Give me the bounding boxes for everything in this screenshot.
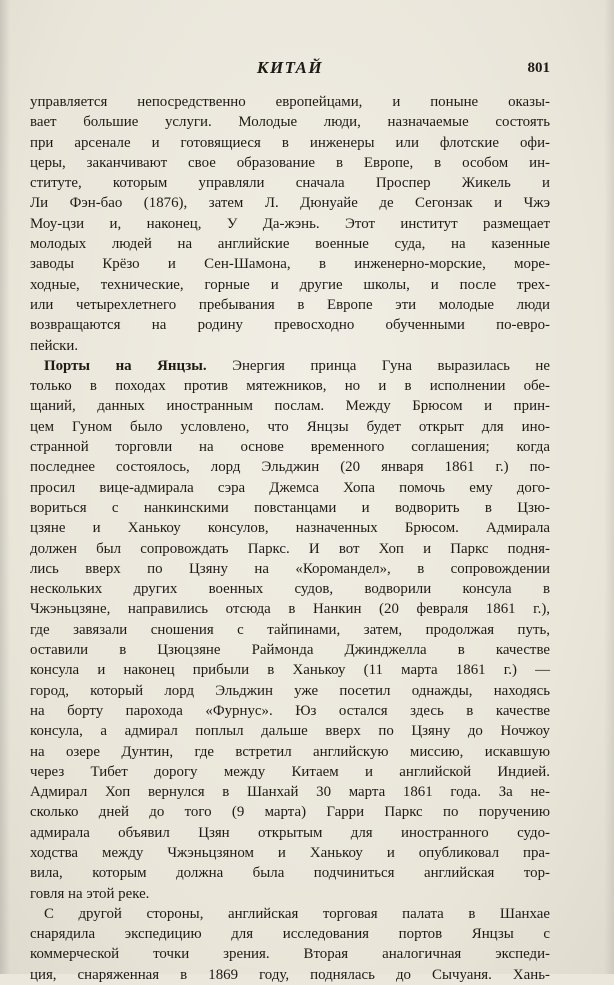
text-line: город, который лорд Эльджин уже посетил однажды, находясь	[30, 682, 550, 699]
text-line: Адмирал Хоп вернулся в Шанхай 30 марта 1861 года. За не-	[30, 784, 550, 801]
page-header	[30, 58, 550, 80]
text-line: молодых людей на английские военные суда, на казенные	[30, 236, 550, 253]
text-line: С другой стороны, английская торговая палата в Шанхае	[44, 905, 550, 922]
paragraph-first-line	[30, 356, 550, 376]
text-line: последнее состоялось, лорд Эльджин (20 января 1861 г.) по-	[30, 459, 550, 476]
text-line: лись вверх по Цзяну на «Коромандел», в сопровождении	[30, 560, 550, 577]
text-line: ституте, которым управляли сначала Проспер Жикель и	[30, 175, 550, 192]
text-line: ходства между Чжэньцзяном и Ханькоу и опубликовал пра-	[30, 844, 550, 861]
page-edge-shadow-right	[604, 0, 614, 974]
text-line: или четырехлетнего пребывания в Европе эти молодые люди	[30, 296, 550, 313]
text-line: управляется непосредственно европейцами, и поныне оказы-	[30, 94, 550, 110]
text-line: через Тибет дорогу между Китаем и английской Индией.	[30, 763, 550, 780]
text-line: пейски.	[30, 337, 79, 354]
text-line: цем Гуном было условлено, что Янцзы будет открыт для ино-	[30, 418, 550, 435]
text-line: цзяне и Ханькоу консулов, назначенных Брюсом. Адмирала	[30, 520, 550, 537]
text-line: Энергия принца Гуна выразилась не	[232, 357, 550, 374]
text-line: сколько дней до того (9 марта) Гарри Паркс по поручению	[30, 804, 550, 821]
section-heading: Порты на Янцзы.	[44, 357, 207, 374]
text-line: ходные, технические, горные и другие школы, и после трех-	[30, 276, 550, 293]
text-line: коммерческой точки зрения. Вторая аналогичная экспеди-	[30, 946, 550, 963]
text-line: при арсенале и готовящиеся в инженеры или флотские офи-	[30, 134, 550, 151]
text-line: вает большие услуги. Молодые люди, назначаемые состоять	[30, 114, 550, 131]
text-line: странной торговли на основе временного соглашения; когда	[30, 439, 550, 456]
text-line: оставили в Цзюцзяне Раймонда Джинджелла в качестве	[30, 642, 550, 659]
text-line: вориться с нанкинскими повстанцами и водворить в Цзю-	[30, 499, 550, 516]
text-line: на борту парохода «Фурнус». Юз остался здесь в качестве	[30, 702, 550, 719]
text-line: говля на этой реке.	[30, 885, 150, 902]
text-line: должен был сопровождать Паркс. И вот Хоп и Паркс подня-	[30, 540, 550, 557]
text-line: вила, которым должна была подчиниться английская тор-	[30, 865, 550, 882]
text-line: церы, заканчивают свое образование в Европе, в особом ин-	[30, 154, 550, 171]
text-line: адмирала объявил Цзян открытым для иностранного судо-	[30, 824, 550, 841]
text-line: консула и наконец прибыли в Ханькоу (11 марта 1861 г.) —	[30, 662, 550, 679]
text-line: ция, снаряженная в 1869 году, поднялась до Сычуаня. Хань-	[30, 966, 550, 983]
text-line: возвращаются на родину превосходно обученными по-евро-	[30, 317, 550, 334]
text-line: где завязали сношения с тайпинами, затем, продолжая путь,	[30, 621, 550, 638]
text-line: Чжэньцзяне, направились отсюда в Нанкин (20 февраля 1861 г.),	[30, 601, 550, 618]
text-line: просил вице-адмирала сэра Джемса Хопа помочь ему дого-	[30, 479, 550, 496]
text-line: снарядила экспедицию для исследования портов Янцзы с	[30, 926, 550, 943]
text-line: на озере Дунтин, где встретил английскую миссию, искавшую	[30, 743, 550, 760]
text-line: только в походах против мятежников, но и в исполнении обе-	[30, 378, 550, 395]
page-number: 801	[527, 60, 550, 76]
text-line: Ли Фэн-бао (1876), затем Л. Дюнуайе де Сегонзак и Чжэ	[30, 195, 550, 212]
body-text	[30, 92, 550, 985]
text-line: щаний, данных иностранным послам. Между Брюсом и прин-	[30, 398, 550, 415]
page-edge-shadow-left	[0, 0, 10, 974]
text-line: Моу-цзи и, наконец, У Да-жэнь. Этот институт размещает	[30, 215, 550, 232]
running-title: КИТАЙ	[256, 58, 324, 77]
text-line: консула, а адмирал поплыл дальше вверх по Цзяну до Ночжоу	[30, 723, 550, 740]
text-line: заводы Крёзо и Сен-Шамона, в инженерно-морские, море-	[30, 256, 550, 273]
text-line: нескольких других военных судов, водворили консула в	[30, 581, 550, 598]
